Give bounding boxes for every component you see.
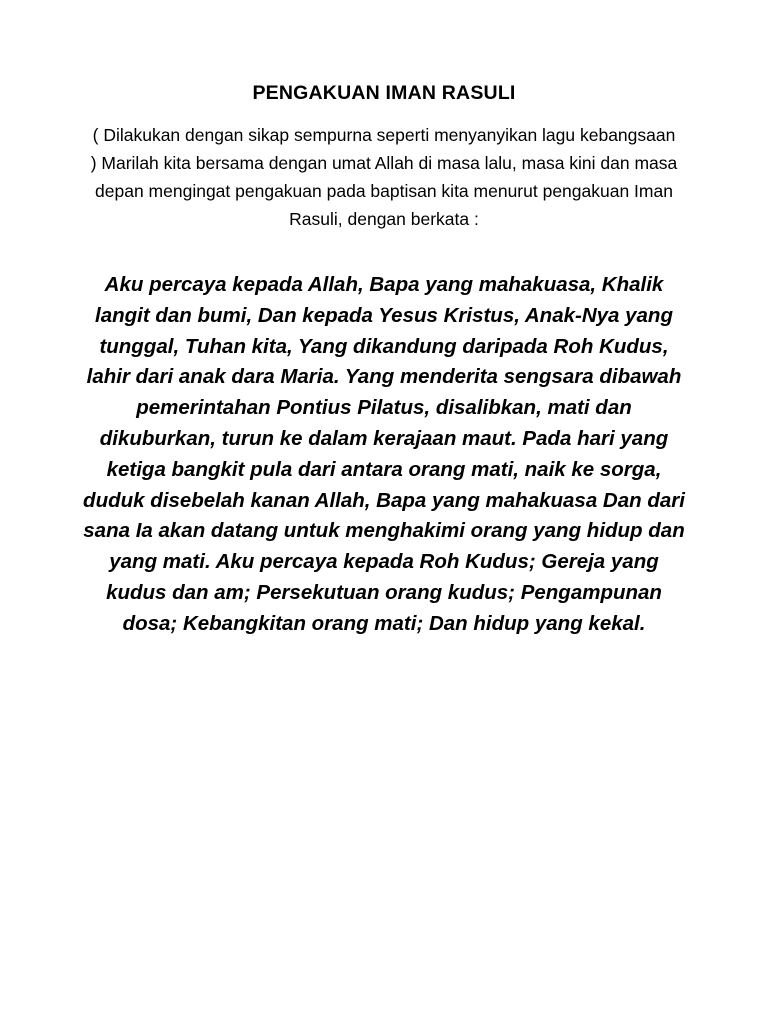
page-title: PENGAKUAN IMAN RASULI — [252, 82, 516, 104]
intro-paragraph: ( Dilakukan dengan sikap sempurna seperti menyanyikan lagu kebangsaan ) Marilah kita bersama dengan umat Allah di masa lalu, masa kini dan masa depan mengingat pengakuan pada baptisan kita menurut pengakuan Iman Rasuli, dengan berkata : — [90, 125, 678, 229]
creed-text: Aku percaya kepada Allah, Bapa yang mahakuasa, Khalik langit dan bumi, Dan kepada Yesus Kristus, Anak-Nya yang tunggal, Tuhan kita, Yang dikandung daripada Roh Kudus, lahir dari anak dara Maria. Yang menderita sengsara dibawah pemerintahan Pontius Pilatus, disalibkan, mati dan dikuburkan, turun ke dalam kerajaan maut. Pada hari yang ketiga bangkit pula dari antara orang mati, naik ke sorga, duduk disebelah kanan Allah, Bapa yang mahakuasa Dan dari sana Ia akan datang untuk menghakimi orang yang hidup dan yang mati. Aku percaya kepada Roh Kudus; Gereja yang kudus dan am; Persekutuan orang kudus; Pengampunan dosa; Kebangkitan orang mati; Dan hidup yang kekal. — [83, 273, 685, 635]
